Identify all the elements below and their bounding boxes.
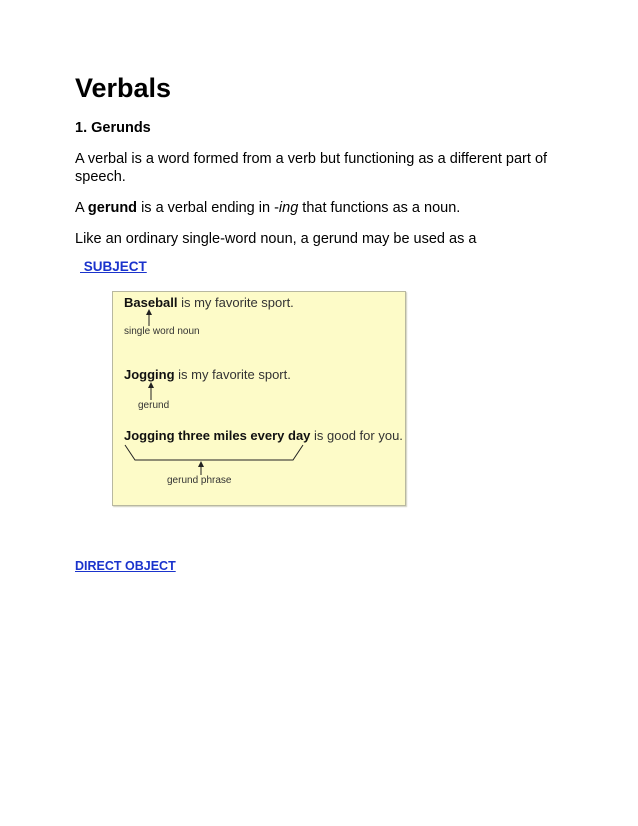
section-heading: 1. Gerunds [75, 120, 151, 136]
p2-middle: is a verbal ending in - [137, 200, 279, 216]
example1-bold: Baseball [124, 295, 178, 310]
direct-object-link[interactable]: DIRECT OBJECT [75, 559, 176, 573]
p2-prefix: A [75, 200, 88, 216]
example3-rest: is good for you. [310, 428, 403, 443]
paragraph-gerund-definition [75, 199, 555, 217]
subject-link[interactable]: SUBJECT [80, 259, 147, 274]
example1-rest: is my favorite sport. [177, 295, 294, 310]
paragraph-definition: A verbal is a word formed from a verb but functioning as a different part of speech. [75, 151, 548, 185]
annotation-arrows [113, 292, 407, 507]
paragraph-usage: Like an ordinary single-word noun, a gerund may be used as a [75, 231, 477, 247]
gerund-example-figure [112, 291, 406, 506]
example2-bold: Jogging [124, 367, 175, 382]
p2-italic-suffix: ing [278, 200, 299, 216]
p2-bold-term: gerund [87, 200, 138, 216]
example1-note: single word noun [124, 326, 200, 337]
example3-bold: Jogging three miles every day [124, 428, 311, 443]
page-title: Verbals [75, 73, 172, 103]
example2-note: gerund [138, 400, 170, 411]
p2-suffix: that functions as a noun. [298, 200, 461, 216]
phrase-bracket-icon [125, 445, 303, 460]
example3-note: gerund phrase [167, 475, 232, 486]
example2-rest: is my favorite sport. [174, 367, 291, 382]
